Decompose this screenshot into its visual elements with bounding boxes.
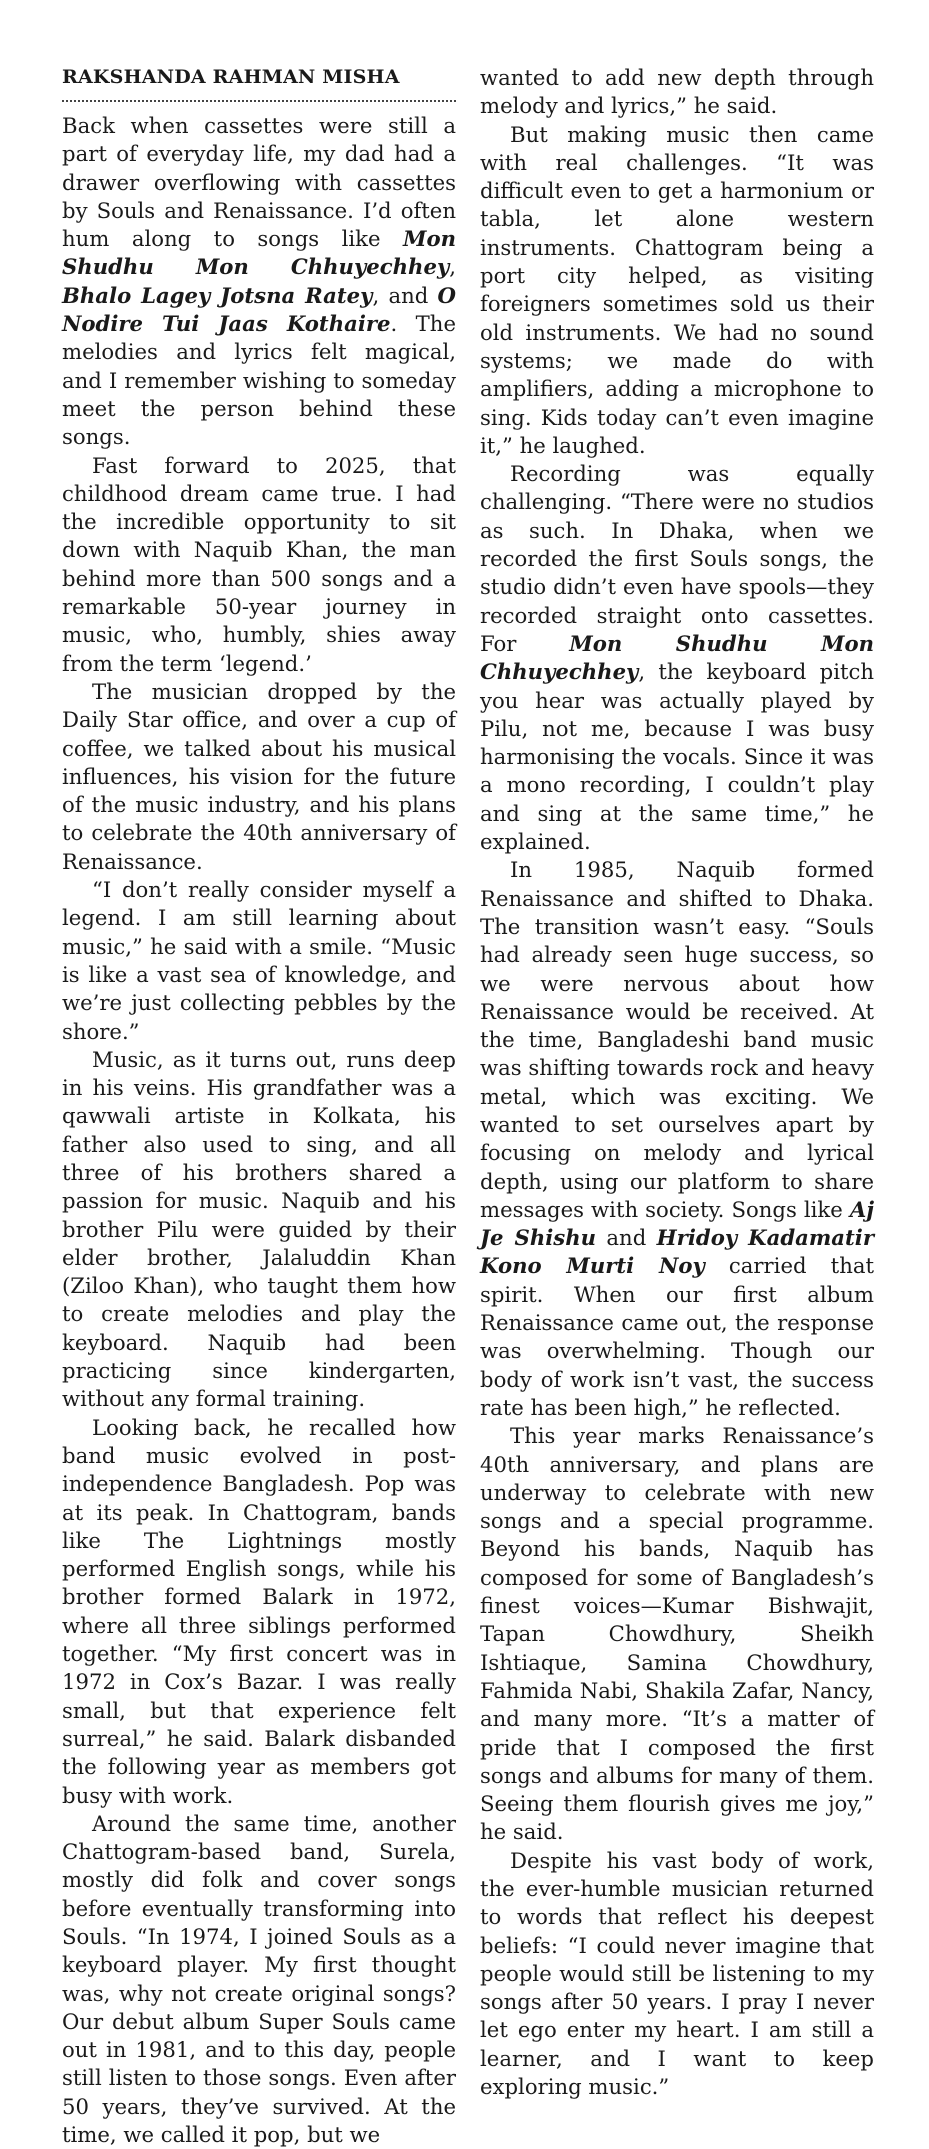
article-column-left — [62, 64, 456, 2149]
paragraph: This year marks Renaissance’s 40th anniversary, and plans are underway to celebrate with new songs and a special programme. Beyond his bands, Naquib has composed for some of Bangladesh’s finest voices—Kumar Bishwajit, Tapan Chowdhury, Sheikh Ishtiaque, Samina Chowdhury, Fahmida Nabi, Shakila Zafar, Nancy, and many more. “It’s a matter of pride that I composed the first songs and albums for many of them. Seeing them flourish gives me joy,” he said. — [480, 1423, 874, 1845]
paragraph — [480, 856, 874, 1422]
paragraph — [480, 460, 874, 856]
paragraph-quote: “I don’t really consider myself a legend. I am still learning about music,” he said with a smile. “Music is like a vast sea of knowledge, and we’re just collecting pebbles by the shore.” — [62, 877, 456, 1044]
article — [62, 64, 875, 2148]
text-run: Back when cassettes were still a part of everyday life, my dad had a drawer overflowing with cassettes by Souls and Renaissance. I’d often hum along to songs like — [62, 113, 456, 252]
paragraph-closing: Despite his vast body of work, the ever-humble musician returned to words that reflect his deepest beliefs: “I could never imagine that people would still be listening to my songs after 50 years. I pray I never let ego enter my heart. I am still a learner, and I want to keep exploring music.” — [480, 1847, 874, 2100]
song-title: Mon Shudhu Mon Chhuyechhey — [480, 630, 874, 685]
byline: RAKSHANDA RAHMAN MISHA — [62, 66, 400, 88]
song-title: Hridoy Kadamatir Kono Murti Noy — [480, 1225, 875, 1279]
song-title: Bhalo Lagey Jotsna Ratey — [62, 282, 373, 308]
paragraph: Looking back, he recalled how band music evolved in post-independence Bangladesh. Pop was at its peak. In Chattogram, bands like The Lightnings mostly performed English songs, while his brother formed Balark in 1972, where all three siblings performed together. “My first concert was in 1972 in Cox’s Bazar. I was really small, but that experience felt surreal,” he said. Balark disbanded the following year as members got busy with work. — [62, 1414, 456, 1808]
paragraph: Around the same time, another Chattogram-based band, Surela, mostly did folk and cover songs before eventually transforming into Souls. “In 1974, I joined Souls as a keyboard player. My first thought was, why not create original songs? Our debut album Super Souls came out in 1981, and to this day, people still listen to those songs. Even after 50 years, they’ve survived. At the time, we called it pop, but we — [62, 1810, 456, 2148]
song-title: Mon Shudhu Mon Chhuyechhey — [62, 226, 456, 280]
paragraph: But making music then came with real challenges. “It was difficult even to get a harmonium or tabla, let alone western instruments. Chattogram being a port city helped, as visiting foreigners sometimes sold us their old instruments. We had no sound systems; we made do with amplifiers, adding a microphone to sing. Kids today can’t even imagine it,” he laughed. — [480, 121, 874, 458]
text-run: , and — [372, 282, 438, 308]
article-column-right — [480, 64, 874, 2101]
paragraph-continued: wanted to add new depth through melody and lyrics,” he said. — [480, 65, 874, 119]
text-run: In 1985, Naquib formed Renaissance and shifted to Dhaka. The transition wasn’t easy. “Souls had already seen huge success, so we were nervous about how Renaissance would be received. At the time, Bangladeshi band music was shifting towards rock and heavy metal, which was exciting. We wanted to set ourselves apart by focusing on melody and lyrical depth, using our platform to share messages with society. Songs like — [480, 857, 874, 1222]
paragraph: Fast forward to 2025, that childhood dream came true. I had the incredible opportunity to sit down with Naquib Khan, the man behind more than 500 songs and a remarkable 50-year journey in music, who, humbly, shies away from the term ‘legend.’ — [62, 452, 456, 676]
text-run: and — [596, 1225, 657, 1251]
text-run: , the keyboard pitch you hear was actually played by Pilu, not me, because I was busy harmonising the vocals. Since it was a mono recording, I couldn’t play and sing at the same time,” he explained. — [480, 659, 874, 855]
song-title: O Nodire Tui Jaas Kothaire — [62, 282, 456, 337]
paragraph: The musician dropped by the Daily Star office, and over a cup of coffee, we talked about his musical influences, his vision for the future of the music industry, and his plans to celebrate the 40th anniversary of Renaissance. — [62, 678, 456, 874]
song-title: Aj Je Shishu — [480, 1196, 874, 1251]
text-run: carried that spirit. When our first album Renaissance came out, the response was overwhelming. Though our body of work isn’t vast, the success rate has been high,” he reflected. — [480, 1253, 874, 1420]
text-run: Recording was equally challenging. “There were no studios as such. In Dhaka, when we recorded the first Souls songs, the studio didn’t even have spools—they recorded straight onto cassettes. For — [480, 461, 874, 656]
byline-divider — [62, 100, 456, 102]
paragraph-intro — [62, 112, 456, 452]
text-run: , — [449, 254, 456, 280]
text-run: . The melodies and lyrics felt magical, and I remember wishing to someday meet the person behind these songs. — [62, 311, 456, 450]
paragraph: Music, as it turns out, runs deep in his veins. His grandfather was a qawwali artiste in Kolkata, his father also used to sing, and all three of his brothers shared a passion for music. Naquib and his brother Pilu were guided by their elder brother, Jalaluddin Khan (Ziloo Khan), who taught them how to create melodies and play the keyboard. Naquib had been practicing since kindergarten, without any formal training. — [62, 1046, 456, 1412]
